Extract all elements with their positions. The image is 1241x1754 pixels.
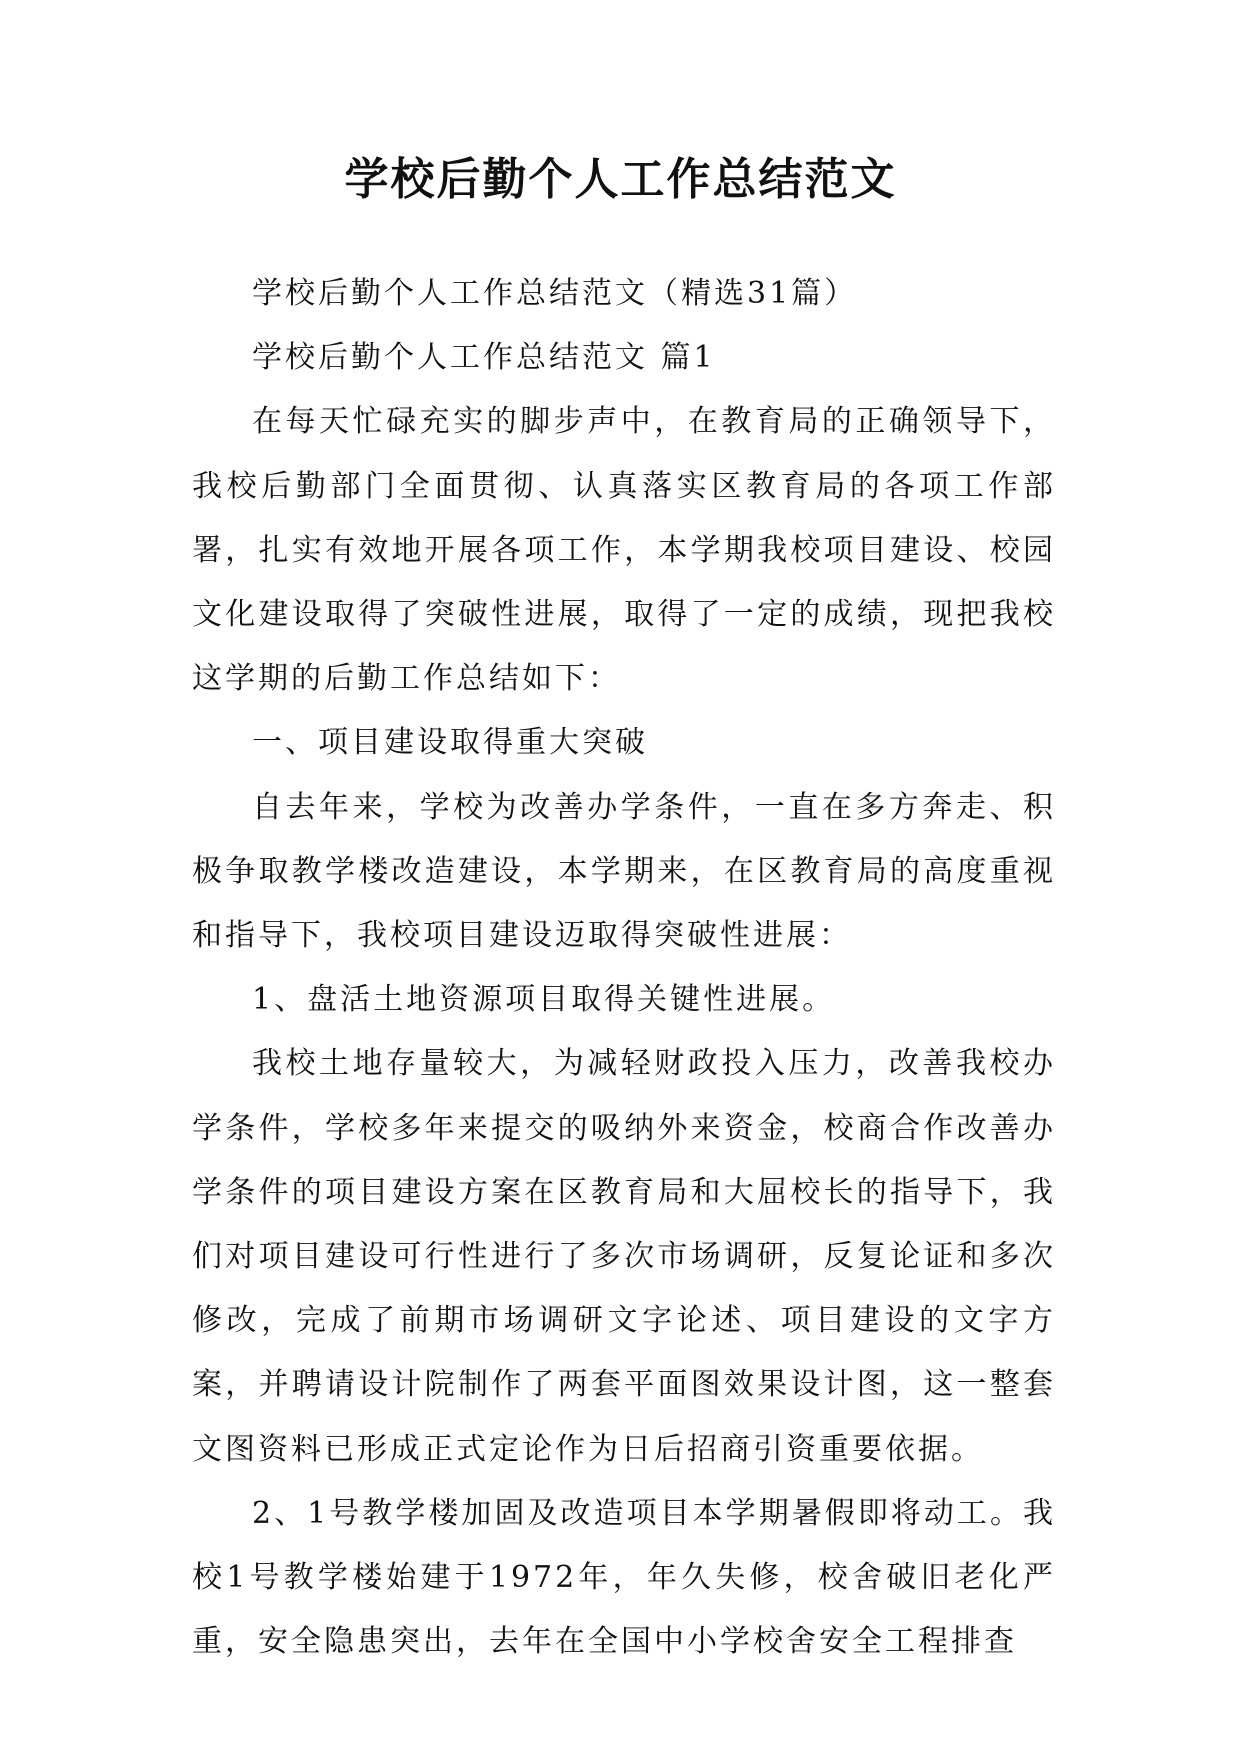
article-heading: 学校后勤个人工作总结范文 篇1 — [252, 340, 716, 376]
item-paragraph: 我校土地存量较大，为减轻财政投入压力，改善我校办学条件，学校多年来提交的吸纳外来资金，校商合作改善办学条件的项目建设方案在区教育局和大屈校长的指导下，我们对项目建设可行性进行了多次市场调研，反复论证和多次修改，完成了前期市场调研文字论述、项目建设的文字方案，并聘请设计院制作了两套平面图效果设计图，这一整套文图资料已形成正式定论作为日后招商引资重要依据。 — [192, 1046, 1056, 1467]
collection-heading: 学校后勤个人工作总结范文（精选31篇） — [252, 276, 858, 311]
document-title: 学校后勤个人工作总结范文 — [344, 154, 897, 205]
section-heading: 一、项目建设取得重大突破 — [252, 725, 648, 761]
item-heading: 1、盘活土地资源项目取得关键性进展。 — [252, 982, 836, 1018]
item-paragraph: 2、1号教学楼加固及改造项目本学期暑假即将动工。我校1号教学楼始建于1972年，年久失修，校舍破旧老化严重，安全隐患突出，去年在全国中小学校舍安全工程排查 — [192, 1495, 1056, 1660]
section-paragraph: 自去年来，学校为改善办学条件，一直在多方奔走、积极争取教学楼改造建设，本学期来，在区教育局的高度重视和指导下，我校项目建设迈取得突破性进展： — [192, 789, 1056, 954]
document-body — [192, 262, 1056, 1674]
intro-paragraph: 在每天忙碌充实的脚步声中，在教育局的正确领导下，我校后勤部门全面贯彻、认真落实区教育局的各项工作部署，扎实有效地开展各项工作，本学期我校项目建设、校园文化建设取得了突破性进展，取得了一定的成绩，现把我校这学期的后勤工作总结如下： — [192, 404, 1056, 697]
